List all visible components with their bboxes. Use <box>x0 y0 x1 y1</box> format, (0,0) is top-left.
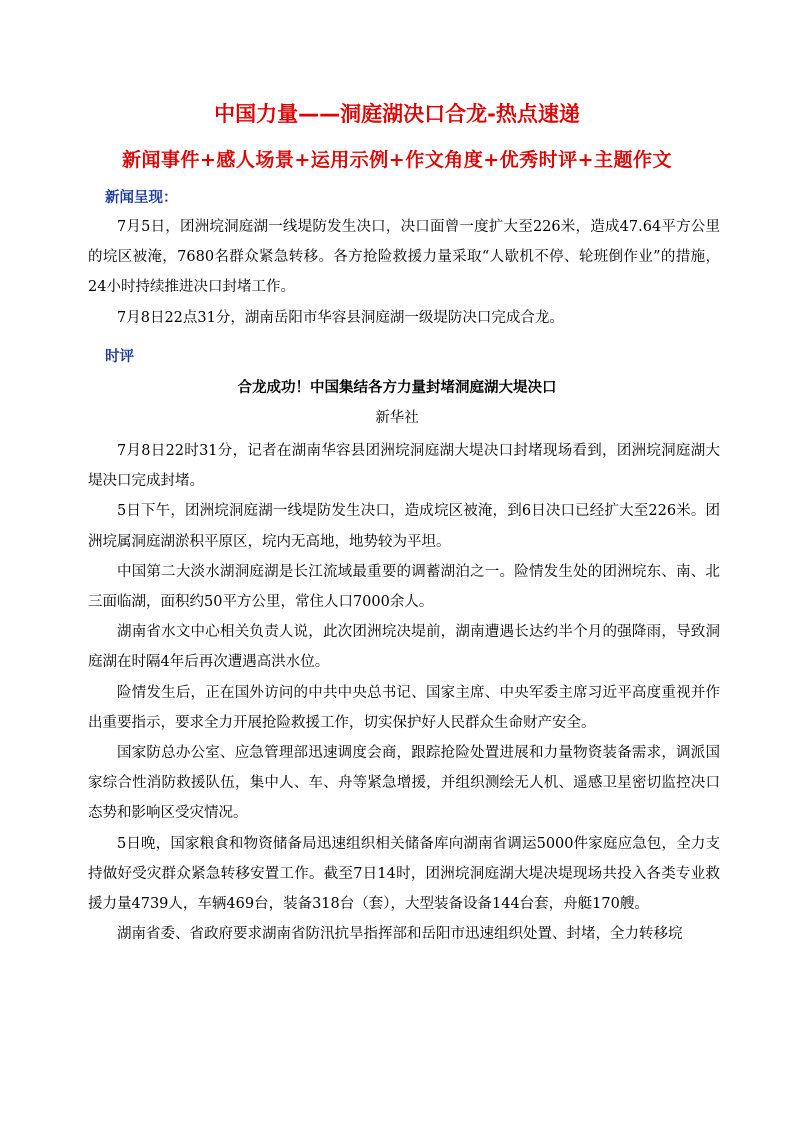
article-paragraph: 险情发生后，正在国外访问的中共中央总书记、国家主席、中央军委主席习近平高度重视并作出重要指示，要求全力开展抢险救援工作，切实保护好人民群众生命财产安全。 <box>88 684 720 731</box>
document-subtitle: 新闻事件+感人场景+运用示例+作文角度+优秀时评+主题作文 <box>121 149 673 171</box>
commentary-section-label: 时评 <box>105 349 134 365</box>
article-paragraph: 5日晚，国家粮食和物资储备局迅速组织相关储备库向湖南省调运5000件家庭应急包，全力支持做好受灾群众紧急转移安置工作。截至7日14时，团洲垸洞庭湖大堤决堤现场共投入各类专业救援力量4739人，车辆469台，装备318台（套），大型装备设备144台套，舟艇170艘。 <box>88 835 720 913</box>
article-source: 新华社 <box>375 410 419 426</box>
article-paragraph: 5日下午，团洲垸洞庭湖一线堤防发生决口，造成垸区被淹，到6日决口已经扩大至226米。团洲垸属洞庭湖淤积平原区，垸内无高地，地势较为平坦。 <box>88 503 720 550</box>
article-paragraph: 国家防总办公室、应急管理部迅速调度会商，跟踪抢险处置进展和力量物资装备需求，调派国家综合性消防救援队伍，集中人、车、舟等紧急增援，并组织测绘无人机、遥感卫星密切监控决口态势和影响区受灾情况。 <box>88 745 720 822</box>
article-paragraph: 湖南省水文中心相关负责人说，此次团洲垸决堤前，湖南遭遇长达约半个月的强降雨，导致洞庭湖在时隔4年后再次遭遇高洪水位。 <box>88 624 720 671</box>
news-paragraph: 7月8日22点31分，湖南岳阳市华容县洞庭湖一级堤防决口完成合龙。 <box>117 309 564 326</box>
news-body <box>88 212 720 333</box>
article-paragraph: 7月8日22时31分，记者在湖南华容县团洲垸洞庭湖大堤决口封堵现场看到，团洲垸洞庭湖大堤决口完成封堵。 <box>88 443 720 490</box>
article-paragraph: 湖南省委、省政府要求湖南省防汛抗旱指挥部和岳阳市迅速组织处置、封堵，全力转移垸 <box>117 926 683 943</box>
news-section-label: 新闻呈现： <box>105 190 178 206</box>
article-paragraph: 中国第二大淡水湖洞庭湖是长江流域最重要的调蓄湖泊之一。险情发生处的团洲垸东、南、北三面临湖，面积约50平方公里，常住人口7000余人。 <box>88 563 720 611</box>
document-title: 中国力量——洞庭湖决口合龙-热点速递 <box>214 102 580 126</box>
article-body <box>88 436 720 949</box>
news-paragraph: 7月5日，团洲垸洞庭湖一线堤防发生决口，决口面曾一度扩大至226米，造成47.64平方公里的垸区被淹，7680名群众紧急转移。各方抢险救援力量采取“人歇机不停、轮班倒作业”的措施，24小时持续推进决口封堵工作。 <box>88 219 720 296</box>
article-title: 合龙成功！中国集结各方力量封堵洞庭湖大堤决口 <box>237 380 557 396</box>
